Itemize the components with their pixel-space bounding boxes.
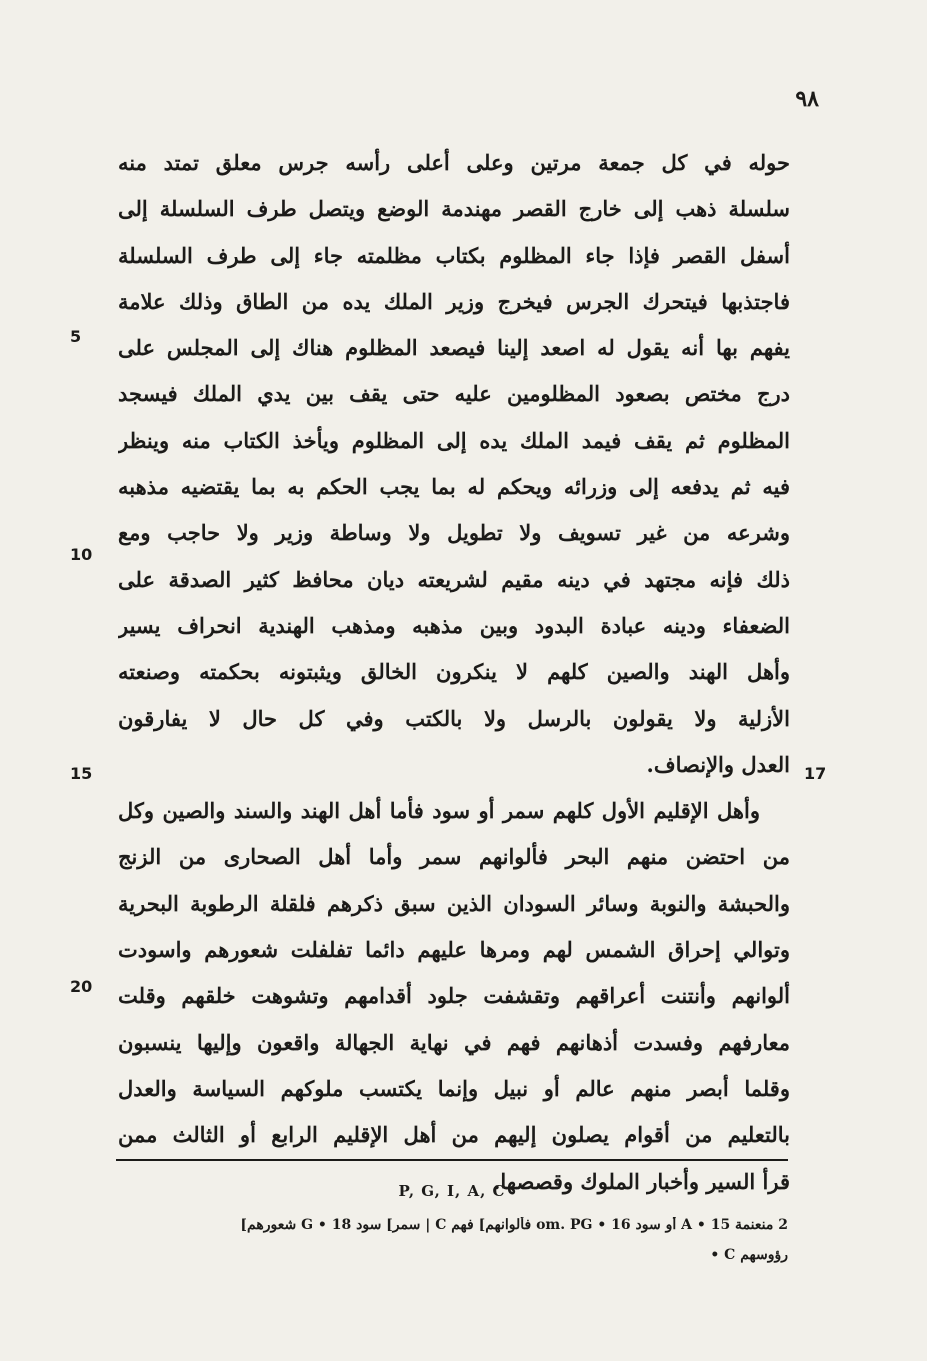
- main-text: [118, 140, 790, 1205]
- text-line: وتوالي إحراق الشمس لهم ومرها عليهم دائما تفلفلت شعورهم واسودت: [118, 937, 790, 963]
- text-line-paragraph-start: وأهل الإقليم الأول كلهم سمر أو سود فأما أهل الهند والسند والصين وكل: [118, 798, 760, 824]
- text-line: سلسلة ذهب إلى خارج القصر مهندمة الوضع ويتصل طرف السلسلة إلى: [118, 196, 790, 222]
- text-line: أسفل القصر فإذا جاء المظلوم بكتاب مظلمته جاء إلى طرف السلسلة: [118, 242, 790, 268]
- page-number: ٩٨: [795, 86, 819, 112]
- line-number-5: 5: [70, 327, 82, 346]
- text-line: ألوانهم وأنتنت أعراقهم وتقشفت جلود أقدامهم وتشوهت خلقهم وقلت: [118, 983, 790, 1009]
- text-line: والحبشة والنوبة وسائر السودان الذين سبق ذكرهم فلقلة الرطوبة البحرية: [118, 890, 790, 916]
- text-line: حوله في كل جمعة مرتين وعلى أعلى رأسه جرس معلق تمتد منه: [118, 150, 790, 175]
- text-line: وقلما أبصر منهم عالم أو نبيل وإنما يكتسب ملوكهم السياسة والعدل: [118, 1075, 790, 1101]
- text-line-paragraph-end: قرأ السير وأخبار الملوك وقصصها.: [493, 1168, 790, 1194]
- text-line: وأهل الهند والصين كلهم لا ينكرون الخالق ويثبتونه بحكمته وصنعته: [118, 659, 790, 685]
- section-number: 17: [804, 764, 827, 783]
- critical-apparatus-line: رؤوسهم C •: [710, 1247, 788, 1263]
- text-line-paragraph-end: العدل والإنصاف.: [646, 751, 790, 777]
- text-line: ذلك فإنه مجتهد في دينه مقيم لشريعته ديان محافظ كثير الصدقة على: [118, 566, 790, 592]
- text-line: يفهم بها أنه يقول له اصعد إلينا فيصعد المظلوم هناك إلى المجلس على: [118, 335, 790, 361]
- text-line: المظلوم ثم يقف فيمد الملك يده إلى المظلوم ويأخذ الكتاب منه وينظر: [118, 427, 790, 453]
- text-line: درج مختص بصعود المظلومين عليه حتى يقف بين يدي الملك فيسجد: [118, 381, 790, 407]
- text-line: فيه ثم يدفعه إلى وزرائه ويحكم له بما يجب الحكم به بما يقتضيه مذهبه: [118, 474, 790, 500]
- text-line: معارفهم وفسدت أذهانهم فهم في نهاية الجهالة واقعون وإليها ينسبون: [118, 1029, 790, 1055]
- manuscript-sigla: P, G, I, A, C: [398, 1182, 506, 1200]
- text-line: الضعفاء ودينه عبادة البدود وبين مذهبه ومذهب الهندية انحراف يسير: [118, 612, 790, 638]
- text-line: من احتضن منهم البحر فألوانهم سمر وأما أهل الصحارى من الزنج: [118, 844, 790, 870]
- line-number-20: 20: [70, 977, 93, 996]
- line-number-10: 10: [70, 545, 93, 564]
- text-line: الأزلية ولا يقولون بالرسل ولا بالكتب وفي كل حال لا يفارقون: [118, 705, 790, 731]
- critical-apparatus-line: 2 منعنمة A • 15 أو سود om. PG • 16 فألوانهم] فهم C | سمر] سود G • 18 شعورهم]: [240, 1217, 788, 1233]
- line-number-15: 15: [70, 764, 93, 783]
- footnote-rule: [116, 1159, 788, 1161]
- text-line: بالتعليم من أقوام يصلون إليهم من أهل الإقليم الرابع أو الثالث ممن: [118, 1122, 790, 1148]
- text-line: فاجتذبها فيتحرك الجرس فيخرج وزير الملك يده من الطاق وذلك علامة: [118, 288, 790, 314]
- text-line: وشرعه من غير تسويف ولا تطويل ولا وساطة وزير ولا حاجب ومع: [118, 520, 790, 546]
